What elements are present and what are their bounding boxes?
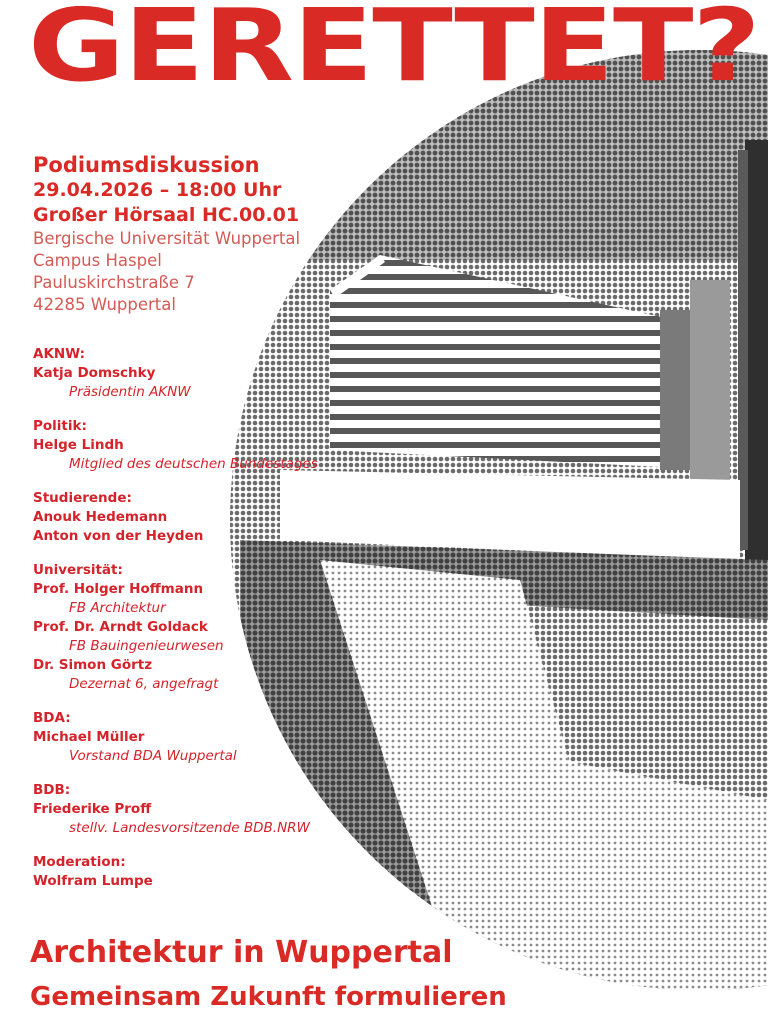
- participant-name: Wolfram Lumpe: [33, 873, 153, 889]
- event-type: Podiumsdiskussion: [33, 153, 260, 177]
- group-category: Studierende:: [33, 490, 132, 506]
- address-line: Pauluskirchstraße 7: [33, 273, 195, 292]
- participant-name: Anouk Hedemann: [33, 509, 168, 525]
- group-universitaet: [33, 561, 353, 694]
- address-line: Campus Haspel: [33, 251, 162, 270]
- participant-name: Friederike Proff: [33, 801, 152, 817]
- event-room: Großer Hörsaal HC.00.01: [33, 204, 300, 226]
- group-category: AKNW:: [33, 346, 86, 362]
- participant-role: Vorstand BDA Wuppertal: [69, 748, 237, 764]
- group-category: Universität:: [33, 562, 123, 578]
- participant-role: Dezernat 6, angefragt: [69, 676, 219, 692]
- participant-name: Michael Müller: [33, 729, 145, 745]
- participants-list: [33, 345, 353, 906]
- group-politik: [33, 417, 353, 474]
- group-category: Politik:: [33, 418, 87, 434]
- subtitle-zukunft: Gemeinsam Zukunft formulieren: [30, 982, 507, 1012]
- participant-name: Prof. Holger Hoffmann: [33, 581, 204, 597]
- subtitle-architektur: Architektur in Wuppertal: [30, 935, 453, 970]
- group-aknw: [33, 345, 353, 402]
- group-studierende: [33, 489, 353, 546]
- participant-role: stellv. Landesvorsitzende BDB.NRW: [69, 820, 310, 836]
- address-line: Bergische Universität Wuppertal: [33, 229, 301, 248]
- participant-name: Katja Domschky: [33, 365, 156, 381]
- group-bdb: [33, 781, 353, 838]
- event-date-time: 29.04.2026 – 18:00 Uhr: [33, 179, 282, 201]
- participant-role: Präsidentin AKNW: [69, 384, 191, 400]
- participant-name: Anton von der Heyden: [33, 528, 204, 544]
- participant-role: Mitglied des deutschen Bundestages: [69, 456, 318, 472]
- address-line: 42285 Wuppertal: [33, 295, 176, 314]
- group-category: BDB:: [33, 782, 71, 798]
- participant-role: FB Architektur: [69, 600, 166, 616]
- event-info: [33, 152, 300, 316]
- participant-name: Dr. Simon Görtz: [33, 657, 153, 673]
- participant-name: Prof. Dr. Arndt Goldack: [33, 619, 208, 635]
- group-category: Moderation:: [33, 854, 126, 870]
- participant-role: FB Bauingenieurwesen: [69, 638, 224, 654]
- group-moderation: [33, 853, 353, 891]
- participant-name: Helge Lindh: [33, 437, 124, 453]
- poster-title: GERETTET?: [28, 0, 760, 104]
- group-category: BDA:: [33, 710, 71, 726]
- group-bda: [33, 709, 353, 766]
